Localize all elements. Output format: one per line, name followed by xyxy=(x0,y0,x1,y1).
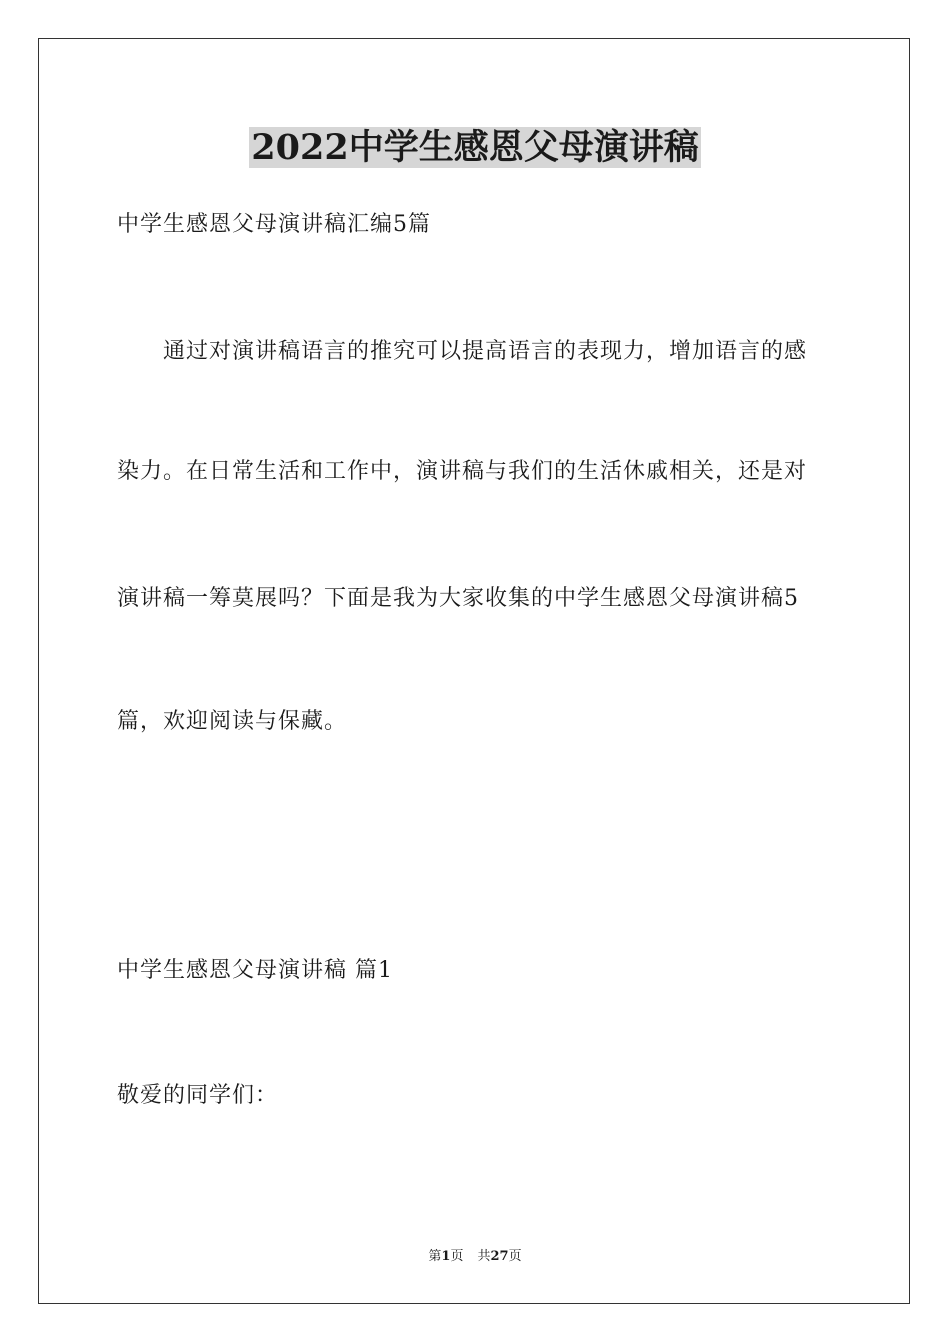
footer-total-pages: 27 xyxy=(490,1249,509,1264)
footer-total-prefix: 共 xyxy=(477,1249,491,1264)
section-heading: 中学生感恩父母演讲稿 篇1 xyxy=(117,958,393,983)
greeting: 敬爱的同学们： xyxy=(117,1083,279,1108)
intro-line-1: 通过对演讲稿语言的推究可以提高语言的表现力，增加语言的感 xyxy=(163,339,808,364)
footer-page-suffix: 页 xyxy=(450,1249,464,1264)
page-footer xyxy=(0,1248,950,1266)
footer-total-suffix: 页 xyxy=(508,1249,522,1264)
document-subtitle: 中学生感恩父母演讲稿汇编5篇 xyxy=(117,212,431,237)
intro-line-4: 篇，欢迎阅读与保藏。 xyxy=(117,709,348,734)
footer-page-number: 1 xyxy=(441,1249,451,1264)
document-title xyxy=(0,126,950,170)
intro-line-2: 染力。在日常生活和工作中，演讲稿与我们的生活休戚相关，还是对 xyxy=(117,459,808,484)
intro-line-3: 演讲稿一筹莫展吗？下面是我为大家收集的中学生感恩父母演讲稿5 xyxy=(117,586,799,611)
footer-page-prefix: 第 xyxy=(428,1249,442,1264)
document-title-text: 2022中学生感恩父母演讲稿 xyxy=(251,127,699,168)
